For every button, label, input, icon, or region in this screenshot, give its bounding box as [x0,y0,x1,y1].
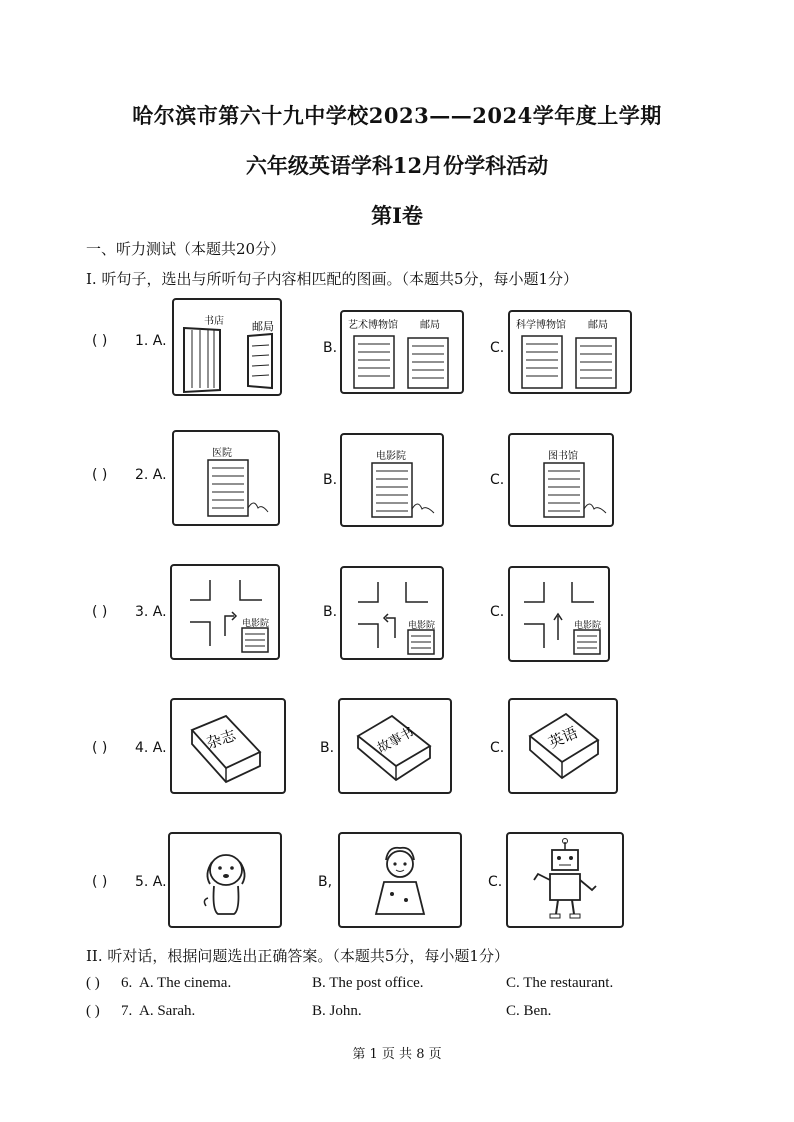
option-1c-picture[interactable] [508,310,632,394]
question-5-label: 5. A. [135,874,167,890]
option-2b-picture[interactable] [340,433,444,527]
doll-icon [340,834,460,926]
part2-instruction: II. 听对话，根据问题选出正确答案。（本题共5分，每小题1分） [86,947,509,965]
option-5c-picture[interactable] [506,832,624,928]
option-2b-letter: B. [323,472,338,488]
option-4c-picture[interactable] [508,698,618,794]
label-bookstore: 书店 [204,316,224,327]
question-7-option-c[interactable]: C. Ben. [506,1003,552,1019]
label-post-office: 邮局 [588,320,608,331]
exam-subtitle: 六年级英语学科12月份学科活动 [245,153,549,178]
paper-section-title: 第I卷 [371,203,423,228]
option-1c-letter: C. [490,340,505,356]
option-5b-picture[interactable] [338,832,462,928]
option-5c-letter: C. [488,874,503,890]
question-7-option-a[interactable]: A. Sarah. [139,1003,196,1019]
question-4-label: 4. A. [135,740,167,756]
question-6-number: 6. [121,975,133,991]
question-1-label: 1. A. [135,333,167,349]
option-3a-picture[interactable] [170,564,280,660]
option-2c-picture[interactable] [508,433,614,527]
exam-title: 哈尔滨市第六十九中学校2023——2024学年度上学期 [132,103,662,128]
option-1a-picture[interactable] [172,298,282,396]
label-storybook: 故事书 [375,724,417,757]
label-english: 英语 [545,723,581,753]
option-4c-letter: C. [490,740,505,756]
option-3c-letter: C. [490,604,505,620]
question-3-paren[interactable]: ( ) [92,604,108,620]
label-library: 图书馆 [548,451,578,462]
option-4b-picture[interactable] [338,698,452,794]
label-hospital: 医院 [212,448,232,459]
listening-heading: 一、听力测试（本题共20分） [86,240,286,258]
question-7-option-b[interactable]: B. John. [312,1003,362,1019]
option-4b-letter: B. [320,740,335,756]
question-7-paren[interactable]: ( ) [86,1003,100,1019]
label-art-museum: 艺术博物馆 [348,320,398,331]
page-footer: 第 1 页 共 8 页 [352,1047,442,1062]
label-cinema: 电影院 [408,621,436,631]
label-cinema: 电影院 [574,621,602,631]
option-5a-picture[interactable] [168,832,282,928]
option-5b-letter: B, [318,874,333,890]
question-6-option-c[interactable]: C. The restaurant. [506,975,614,991]
option-3b-picture[interactable] [340,566,444,660]
label-cinema: 电影院 [242,619,270,629]
question-7-number: 7. [121,1003,133,1019]
question-2-paren[interactable]: ( ) [92,467,108,483]
question-2-label: 2. A. [135,467,167,483]
option-2a-picture[interactable] [172,430,280,526]
question-4-paren[interactable]: ( ) [92,740,108,756]
label-cinema: 电影院 [376,451,406,462]
dog-icon [170,834,280,926]
option-3c-picture[interactable] [508,566,610,662]
question-6-option-a[interactable]: A. The cinema. [139,975,232,991]
label-magazine: 杂志 [204,726,239,753]
question-3-label: 3. A. [135,604,167,620]
option-4a-picture[interactable] [170,698,286,794]
question-6-option-b[interactable]: B. The post office. [312,975,424,991]
label-post-office: 邮局 [420,320,440,331]
robot-icon [508,834,622,926]
option-1b-letter: B. [323,340,338,356]
option-3b-letter: B. [323,604,338,620]
question-1-paren[interactable]: ( ) [92,333,108,349]
option-2c-letter: C. [490,472,505,488]
label-science-museum: 科学博物馆 [516,320,566,331]
question-6-paren[interactable]: ( ) [86,975,100,991]
option-1b-picture[interactable] [340,310,464,394]
label-post-office: 邮局 [252,320,274,333]
question-5-paren[interactable]: ( ) [92,874,108,890]
part1-instruction: I. 听句子，选出与所听句子内容相匹配的图画。（本题共5分，每小题1分） [86,270,579,288]
